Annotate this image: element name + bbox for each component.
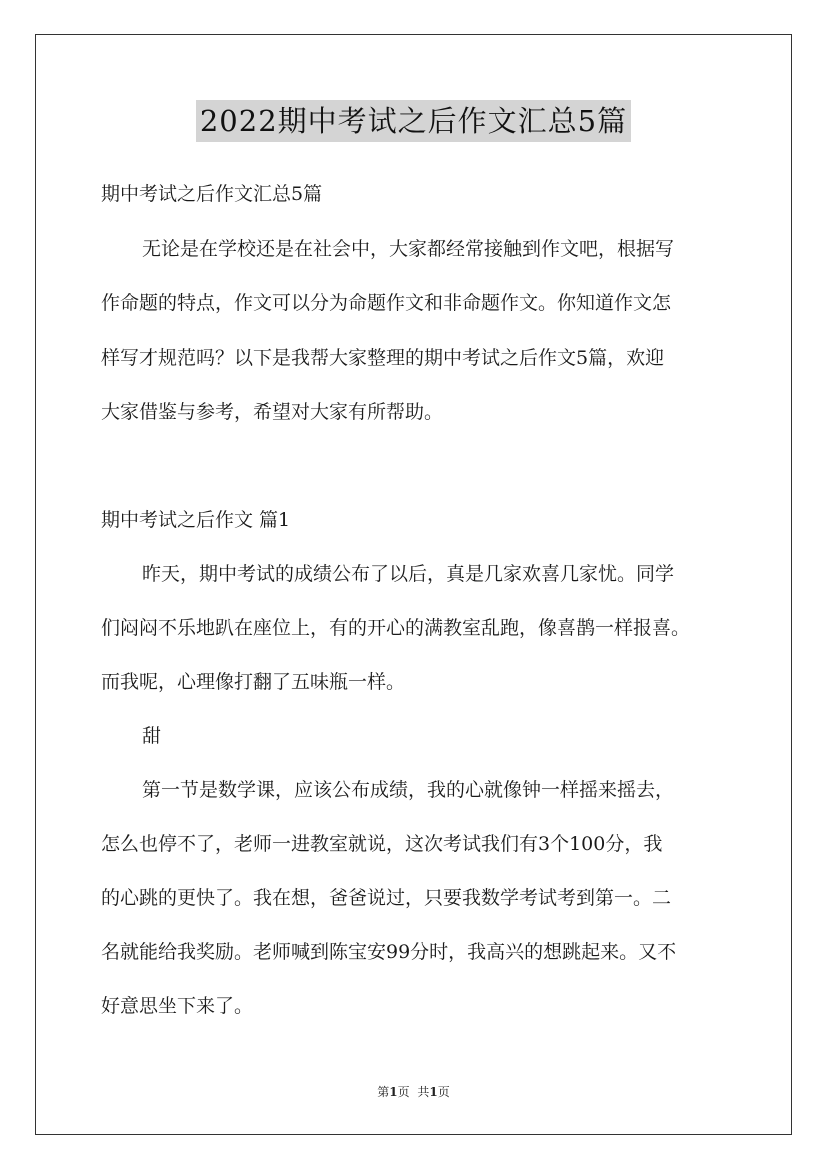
total-suffix: 页: [437, 1085, 450, 1099]
para2-line-3: 的心跳的更快了。我在想，爸爸说过，只要我数学考试考到第一。二: [101, 887, 672, 909]
para2-line-1: 第一节是数学课，应该公布成绩，我的心就像钟一样摇来摇去，: [142, 779, 675, 801]
intro-line-2: 作命题的特点，作文可以分为命题作文和非命题作文。你知道作文怎: [101, 292, 672, 314]
para2-line-5: 好意思坐下来了。: [101, 995, 254, 1017]
para1-line-3: 而我呢，心理像打翻了五味瓶一样。: [101, 671, 406, 693]
title-container: [0, 100, 827, 142]
intro-line-1: 无论是在学校还是在社会中，大家都经常接触到作文吧，根据写: [142, 238, 675, 260]
document-title: 2022期中考试之后作文汇总5篇: [196, 100, 631, 142]
intro-line-4: 大家借鉴与参考，希望对大家有所帮助。: [101, 401, 444, 423]
para1-line-2: 们闷闷不乐地趴在座位上，有的开心的满教室乱跑，像喜鹊一样报喜。: [101, 617, 691, 639]
page-suffix: 页: [397, 1085, 410, 1099]
intro-line-3: 样写才规范吗？以下是我帮大家整理的期中考试之后作文5篇，欢迎: [101, 347, 665, 369]
para2-line-2: 怎么也停不了，老师一进教室就说，这次考试我们有3个100分，我: [101, 833, 663, 855]
section-heading: 期中考试之后作文 篇1: [101, 509, 291, 531]
page-number: 1: [389, 1085, 398, 1099]
total-prefix: 共: [417, 1085, 430, 1099]
total-pages: 1: [429, 1085, 438, 1099]
document-subtitle: 期中考试之后作文汇总5篇: [101, 183, 323, 205]
para1-line-1: 昨天，期中考试的成绩公布了以后，真是几家欢喜几家忧。同学: [142, 563, 675, 585]
para2-line-4: 名就能给我奖励。老师喊到陈宝安99分时，我高兴的想跳起来。又不: [101, 941, 677, 963]
page-footer: [0, 1084, 827, 1100]
page-prefix: 第: [377, 1085, 390, 1099]
sweet-label: 甜: [142, 725, 162, 747]
